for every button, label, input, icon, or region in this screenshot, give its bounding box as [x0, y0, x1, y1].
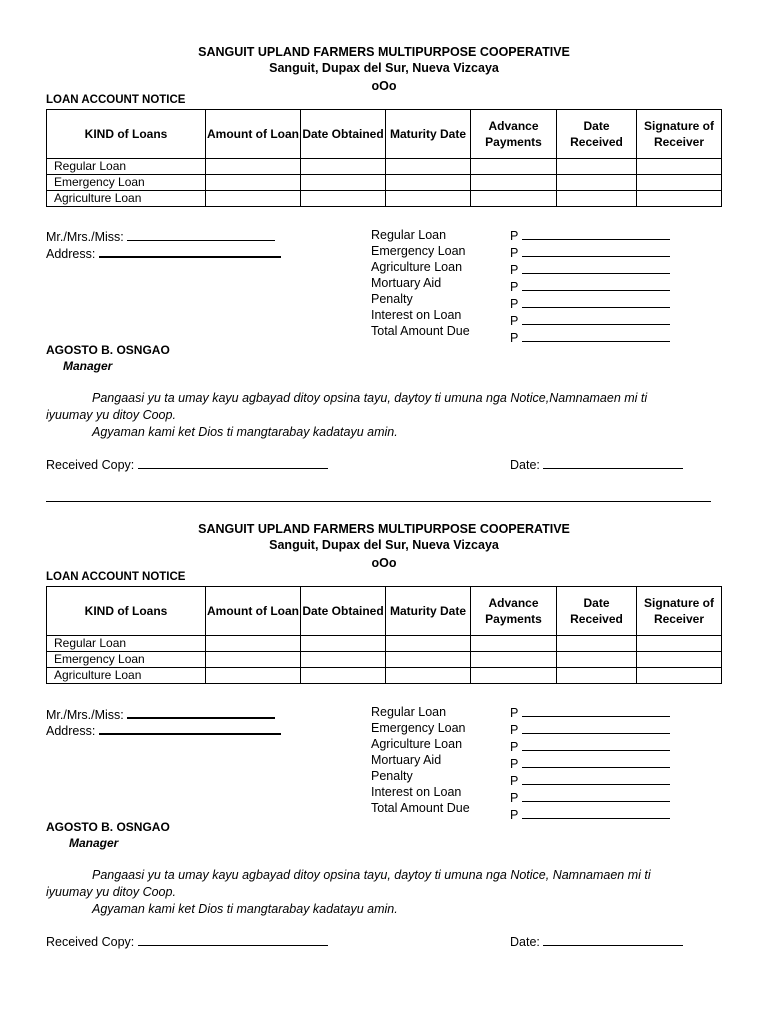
table-cell[interactable]	[557, 175, 637, 191]
amount-line[interactable]	[510, 806, 670, 823]
col-amount-of-loan: Amount of Loan	[206, 587, 301, 636]
amount-blank[interactable]	[522, 329, 670, 342]
notice-title: LOAN ACCOUNT NOTICE	[46, 571, 186, 583]
summary-item-mortuary-aid: Mortuary Aid	[371, 753, 442, 767]
table-cell[interactable]	[206, 159, 301, 175]
col-advance-payments: Advance Payments	[471, 587, 557, 636]
loans-table	[46, 109, 722, 207]
currency-symbol: P	[510, 706, 519, 720]
table-cell[interactable]	[557, 652, 637, 668]
summary-item-penalty: Penalty	[371, 769, 413, 783]
name-label: Mr./Mrs./Miss:	[46, 708, 124, 722]
summary-amounts	[510, 227, 670, 346]
amount-line[interactable]	[510, 704, 670, 721]
loan-notice-copy-2	[0, 477, 768, 972]
amount-line[interactable]	[510, 312, 670, 329]
col-amount-of-loan: Amount of Loan	[206, 110, 301, 159]
amount-line[interactable]	[510, 244, 670, 261]
table-cell[interactable]	[637, 175, 722, 191]
summary-item-emergency-loan: Emergency Loan	[371, 721, 466, 735]
manager-name: AGOSTO B. OSNGAO	[46, 820, 170, 834]
received-copy-label: Received Copy:	[46, 458, 135, 472]
table-cell[interactable]	[471, 159, 557, 175]
col-maturity-date: Maturity Date	[386, 110, 471, 159]
table-cell[interactable]	[206, 636, 301, 652]
table-cell[interactable]	[301, 159, 386, 175]
currency-symbol: P	[510, 740, 519, 754]
summary-item-agriculture-loan: Agriculture Loan	[371, 737, 463, 751]
amount-blank[interactable]	[522, 721, 670, 734]
table-cell[interactable]	[386, 175, 471, 191]
summary-item-interest: Interest on Loan	[371, 785, 462, 799]
received-copy-blank[interactable]	[138, 933, 328, 946]
col-advance-payments: Advance Payments	[471, 110, 557, 159]
currency-symbol: P	[510, 791, 519, 805]
manager-name: AGOSTO B. OSNGAO	[46, 343, 170, 357]
org-address: Sanguit, Dupax del Sur, Nueva Vizcaya	[269, 538, 499, 552]
col-date-obtained: Date Obtained	[301, 587, 386, 636]
table-cell[interactable]	[301, 652, 386, 668]
currency-symbol: P	[510, 757, 519, 771]
table-cell[interactable]	[471, 175, 557, 191]
address-field	[46, 721, 281, 739]
amount-blank[interactable]	[522, 312, 670, 325]
summary-item-total-due: Total Amount Due	[371, 324, 470, 338]
table-cell[interactable]	[557, 191, 637, 207]
name-blank[interactable]	[127, 705, 275, 719]
date-blank[interactable]	[543, 456, 683, 469]
summary-labels	[371, 227, 470, 339]
table-cell[interactable]	[557, 668, 637, 684]
table-cell[interactable]	[386, 159, 471, 175]
summary-amounts	[510, 704, 670, 823]
message-line-2: Agyaman kami ket Dios ti mangtarabay kadatayu amin.	[92, 902, 398, 916]
received-copy-blank[interactable]	[138, 456, 328, 469]
table-cell[interactable]	[637, 668, 722, 684]
amount-blank[interactable]	[522, 278, 670, 291]
col-signature-of-receiver: Signature of Receiver	[637, 587, 722, 636]
table-row	[47, 668, 722, 684]
table-cell[interactable]	[637, 652, 722, 668]
amount-blank[interactable]	[522, 772, 670, 785]
col-maturity-date: Maturity Date	[386, 587, 471, 636]
date-label: Date:	[510, 935, 540, 949]
message-line-2: Agyaman kami ket Dios ti mangtarabay kadatayu amin.	[92, 425, 398, 439]
amount-line[interactable]	[510, 755, 670, 772]
address-blank[interactable]	[99, 244, 281, 258]
summary-item-regular-loan: Regular Loan	[371, 705, 447, 719]
amount-blank[interactable]	[522, 261, 670, 274]
table-row	[47, 175, 722, 191]
table-row	[47, 159, 722, 175]
col-signature-of-receiver: Signature of Receiver	[637, 110, 722, 159]
table-cell[interactable]	[471, 191, 557, 207]
table-cell[interactable]	[386, 652, 471, 668]
table-row	[47, 652, 722, 668]
amount-blank[interactable]	[522, 806, 670, 819]
loan-notice-copy-1	[0, 0, 768, 495]
table-cell[interactable]	[206, 191, 301, 207]
col-kind-of-loans: KIND of Loans	[47, 587, 206, 636]
currency-symbol: P	[510, 263, 519, 277]
amount-line[interactable]	[510, 227, 670, 244]
currency-symbol: P	[510, 314, 519, 328]
row-label: Regular Loan	[47, 159, 206, 175]
received-copy-label: Received Copy:	[46, 935, 135, 949]
amount-blank[interactable]	[522, 295, 670, 308]
currency-symbol: P	[510, 808, 519, 822]
org-name: SANGUIT UPLAND FARMERS MULTIPURPOSE COOPERATIVE	[198, 522, 570, 536]
table-cell[interactable]	[471, 668, 557, 684]
date-label: Date:	[510, 458, 540, 472]
address-field	[46, 244, 281, 262]
summary-item-penalty: Penalty	[371, 292, 413, 306]
loans-table	[46, 586, 722, 684]
row-label: Agriculture Loan	[47, 191, 206, 207]
name-label: Mr./Mrs./Miss:	[46, 230, 124, 244]
currency-symbol: P	[510, 229, 519, 243]
summary-item-mortuary-aid: Mortuary Aid	[371, 276, 442, 290]
amount-blank[interactable]	[522, 704, 670, 717]
col-date-obtained: Date Obtained	[301, 110, 386, 159]
address-label: Address:	[46, 247, 96, 261]
table-cell[interactable]	[206, 652, 301, 668]
table-cell[interactable]	[206, 175, 301, 191]
date-field	[510, 456, 683, 473]
received-copy-field	[46, 933, 328, 950]
table-header-row	[47, 110, 722, 159]
table-row	[47, 636, 722, 652]
currency-symbol: P	[510, 280, 519, 294]
col-date-received: Date Received	[557, 110, 637, 159]
table-cell[interactable]	[386, 668, 471, 684]
name-field	[46, 228, 275, 245]
table-cell[interactable]	[301, 636, 386, 652]
address-label: Address:	[46, 724, 96, 738]
col-kind-of-loans: KIND of Loans	[47, 110, 206, 159]
summary-item-interest: Interest on Loan	[371, 308, 462, 322]
message-line-1: Pangaasi yu ta umay kayu agbayad ditoy opsina tayu, daytoy ti umuna nga Notice,Namnamaen mi ti iyuumay yu ditoy Coop.	[46, 391, 648, 422]
amount-line[interactable]	[510, 738, 670, 755]
amount-blank[interactable]	[522, 738, 670, 751]
summary-item-emergency-loan: Emergency Loan	[371, 244, 466, 258]
table-cell[interactable]	[471, 636, 557, 652]
date-field	[510, 933, 683, 950]
row-label: Emergency Loan	[47, 652, 206, 668]
summary-item-agriculture-loan: Agriculture Loan	[371, 260, 463, 274]
message-line-1: Pangaasi yu ta umay kayu agbayad ditoy opsina tayu, daytoy ti umuna nga Notice, Namnamaen mi ti iyuumay yu ditoy Coop.	[46, 868, 651, 899]
table-cell[interactable]	[637, 159, 722, 175]
row-label: Emergency Loan	[47, 175, 206, 191]
manager-title: Manager	[69, 836, 119, 850]
table-cell[interactable]	[386, 191, 471, 207]
message	[46, 390, 696, 441]
currency-symbol: P	[510, 297, 519, 311]
table-cell[interactable]	[301, 175, 386, 191]
table-cell[interactable]	[206, 668, 301, 684]
org-address: Sanguit, Dupax del Sur, Nueva Vizcaya	[269, 61, 499, 75]
name-blank[interactable]	[127, 228, 275, 241]
table-row	[47, 191, 722, 207]
table-cell[interactable]	[301, 668, 386, 684]
org-name: SANGUIT UPLAND FARMERS MULTIPURPOSE COOPERATIVE	[198, 45, 570, 59]
table-cell[interactable]	[637, 191, 722, 207]
address-blank[interactable]	[99, 721, 281, 735]
table-header-row	[47, 587, 722, 636]
currency-symbol: P	[510, 331, 519, 345]
received-copy-field	[46, 456, 328, 473]
table-cell[interactable]	[301, 191, 386, 207]
notice-title: LOAN ACCOUNT NOTICE	[46, 94, 186, 106]
amount-line[interactable]	[510, 295, 670, 312]
currency-symbol: P	[510, 246, 519, 260]
amount-blank[interactable]	[522, 244, 670, 257]
summary-labels	[371, 704, 470, 816]
summary-item-total-due: Total Amount Due	[371, 801, 470, 815]
amount-blank[interactable]	[522, 755, 670, 768]
table-cell[interactable]	[557, 636, 637, 652]
table-cell[interactable]	[637, 636, 722, 652]
amount-line[interactable]	[510, 278, 670, 295]
table-cell[interactable]	[471, 652, 557, 668]
date-blank[interactable]	[543, 933, 683, 946]
table-cell[interactable]	[557, 159, 637, 175]
ornament: oOo	[371, 556, 397, 570]
currency-symbol: P	[510, 774, 519, 788]
manager-title: Manager	[63, 359, 113, 373]
amount-line[interactable]	[510, 329, 670, 346]
amount-line[interactable]	[510, 721, 670, 738]
amount-line[interactable]	[510, 261, 670, 278]
row-label: Regular Loan	[47, 636, 206, 652]
summary-item-regular-loan: Regular Loan	[371, 228, 447, 242]
col-date-received: Date Received	[557, 587, 637, 636]
amount-line[interactable]	[510, 789, 670, 806]
currency-symbol: P	[510, 723, 519, 737]
amount-line[interactable]	[510, 772, 670, 789]
ornament: oOo	[371, 79, 397, 93]
message	[46, 867, 696, 918]
amount-blank[interactable]	[522, 789, 670, 802]
table-cell[interactable]	[386, 636, 471, 652]
amount-blank[interactable]	[522, 227, 670, 240]
row-label: Agriculture Loan	[47, 668, 206, 684]
